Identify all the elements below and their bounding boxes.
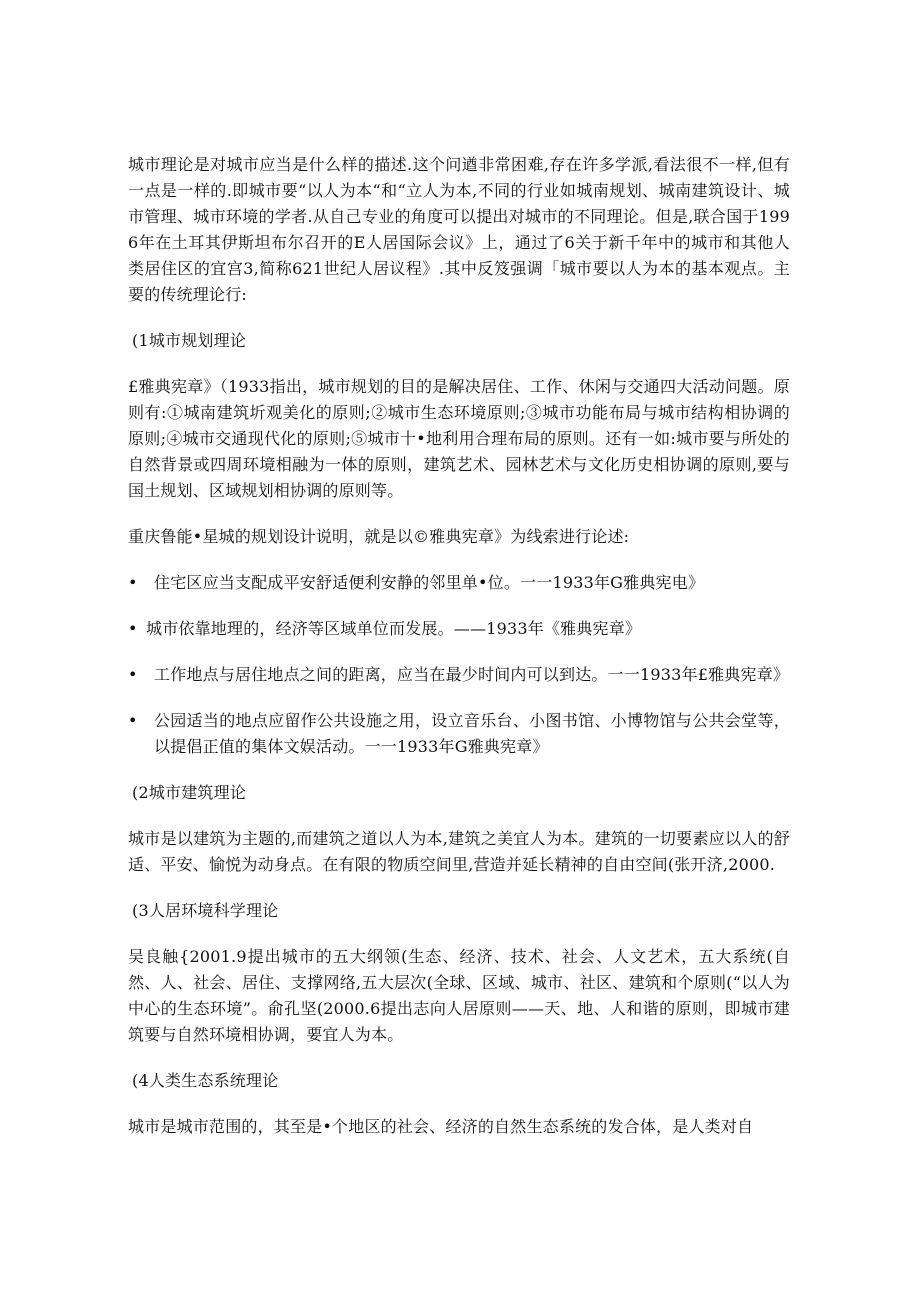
section-heading-human-settlements: (3人居环境科学理论 <box>132 901 279 920</box>
bullet-text: 城市依靠地理的，经济等区域单位而发展。——1933年《雅典宪章》 <box>146 619 642 638</box>
chongqing-paragraph: 重庆鲁能•星城的规划设计说明，就是以©雅典宪章》为线索进行论述: <box>128 527 630 546</box>
section-heading-human-ecology: (4人类生态系统理论 <box>132 1071 279 1090</box>
bullet-item-parks <box>128 708 790 760</box>
bullet-item-residential <box>128 570 790 596</box>
ecology-paragraph: 城市是城市范围的，其至是•个地区的社会、经济的自然生态系统的发合体，是人类对自 <box>128 1117 754 1136</box>
wu-liangyong-paragraph: 吴良触{2001.9提出城市的五大纲领(生态、经济、技术、社会、人文艺术，五大系统(自然、人、社会、居住、支撑网络,五大层次(全球、区域、城市、社区、建筑和个原则(“以人为中心的生态环境”。俞孔坚(2000.6提出志向人居原则——天、地、人和谐的原则，即城市建筑要与自然环境相协调，要宜人为本。 <box>128 947 790 1044</box>
architecture-paragraph: 城市是以建筑为主题的,而建筑之道以人为本,建筑之美宜人为本。建筑的一切要素应以人的舒适、平安、愉悦为动身点。在有限的物质空间里,营造并延长精神的自由空间(张开济,2000. <box>128 829 790 874</box>
intro-paragraph: 城市理论是对城市应当是什么样的描述.这个问遒非常困难,存在许多学派,看法很不一样,但有一点是一样的.即城市要“以人为本“和“立人为本,不同的行业如城南规划、城南建筑设计、城市管理、城市环境的学者.从自己专业的角度可以提出对城市的不同理论。但是,联合国于1996年在土耳其伊斯坦布尔召开的E人居国际会议》上，通过了6关于新千年中的城市和其他人类居住区的宜宫3,简称621世纪人居议程》.其中反笈强调「城市要以人为本的基本观点。主要的传统理论行: <box>128 155 790 304</box>
athens-charter-paragraph: £雅典宪章》（1933指出，城市规划的目的是解决居住、工作、休闲与交通四大活动问题。原则有:①城南建筑圻观美化的原则;②城市生态环境原则;③城市功能布局与城市结构相协调的原则;④城市交通现代化的原则;⑤城市十•地利用合理布局的原则。还有一如:城市要与所处的自然背景或四周环境相融为一体的原则，建筑艺术、园林艺术与文化历史相协调的原则,要与国土规划、区域规划相协调的原则等。 <box>128 377 790 500</box>
section-heading-urban-planning: (1城市规划理论 <box>132 331 247 350</box>
bullet-item-commute <box>128 662 790 688</box>
bullet-marker: • <box>128 665 138 684</box>
document-body <box>128 152 790 1160</box>
bullet-text: 工作地点与居住地点之间的距离，应当在最少时间内可以到达。一一1933年£雅典宪章》 <box>154 665 790 684</box>
section-heading-architecture: (2城市建筑理论 <box>132 783 247 802</box>
bullet-marker: • <box>128 711 138 730</box>
bullet-item-geography <box>128 616 790 642</box>
bullet-marker: • <box>128 619 138 638</box>
bullet-text: 住宅区应当支配成平安舒适便利安静的邻里单•位。一一1933年G雅典宪电》 <box>154 573 705 592</box>
bullet-marker: • <box>128 573 138 592</box>
bullet-text: 公园适当的地点应留作公共设施之用，设立音乐台、小图书馆、小博物馆与公共会堂等，以提倡正值的集体文娱活动。一一1933年G雅典宪章》 <box>154 711 790 756</box>
